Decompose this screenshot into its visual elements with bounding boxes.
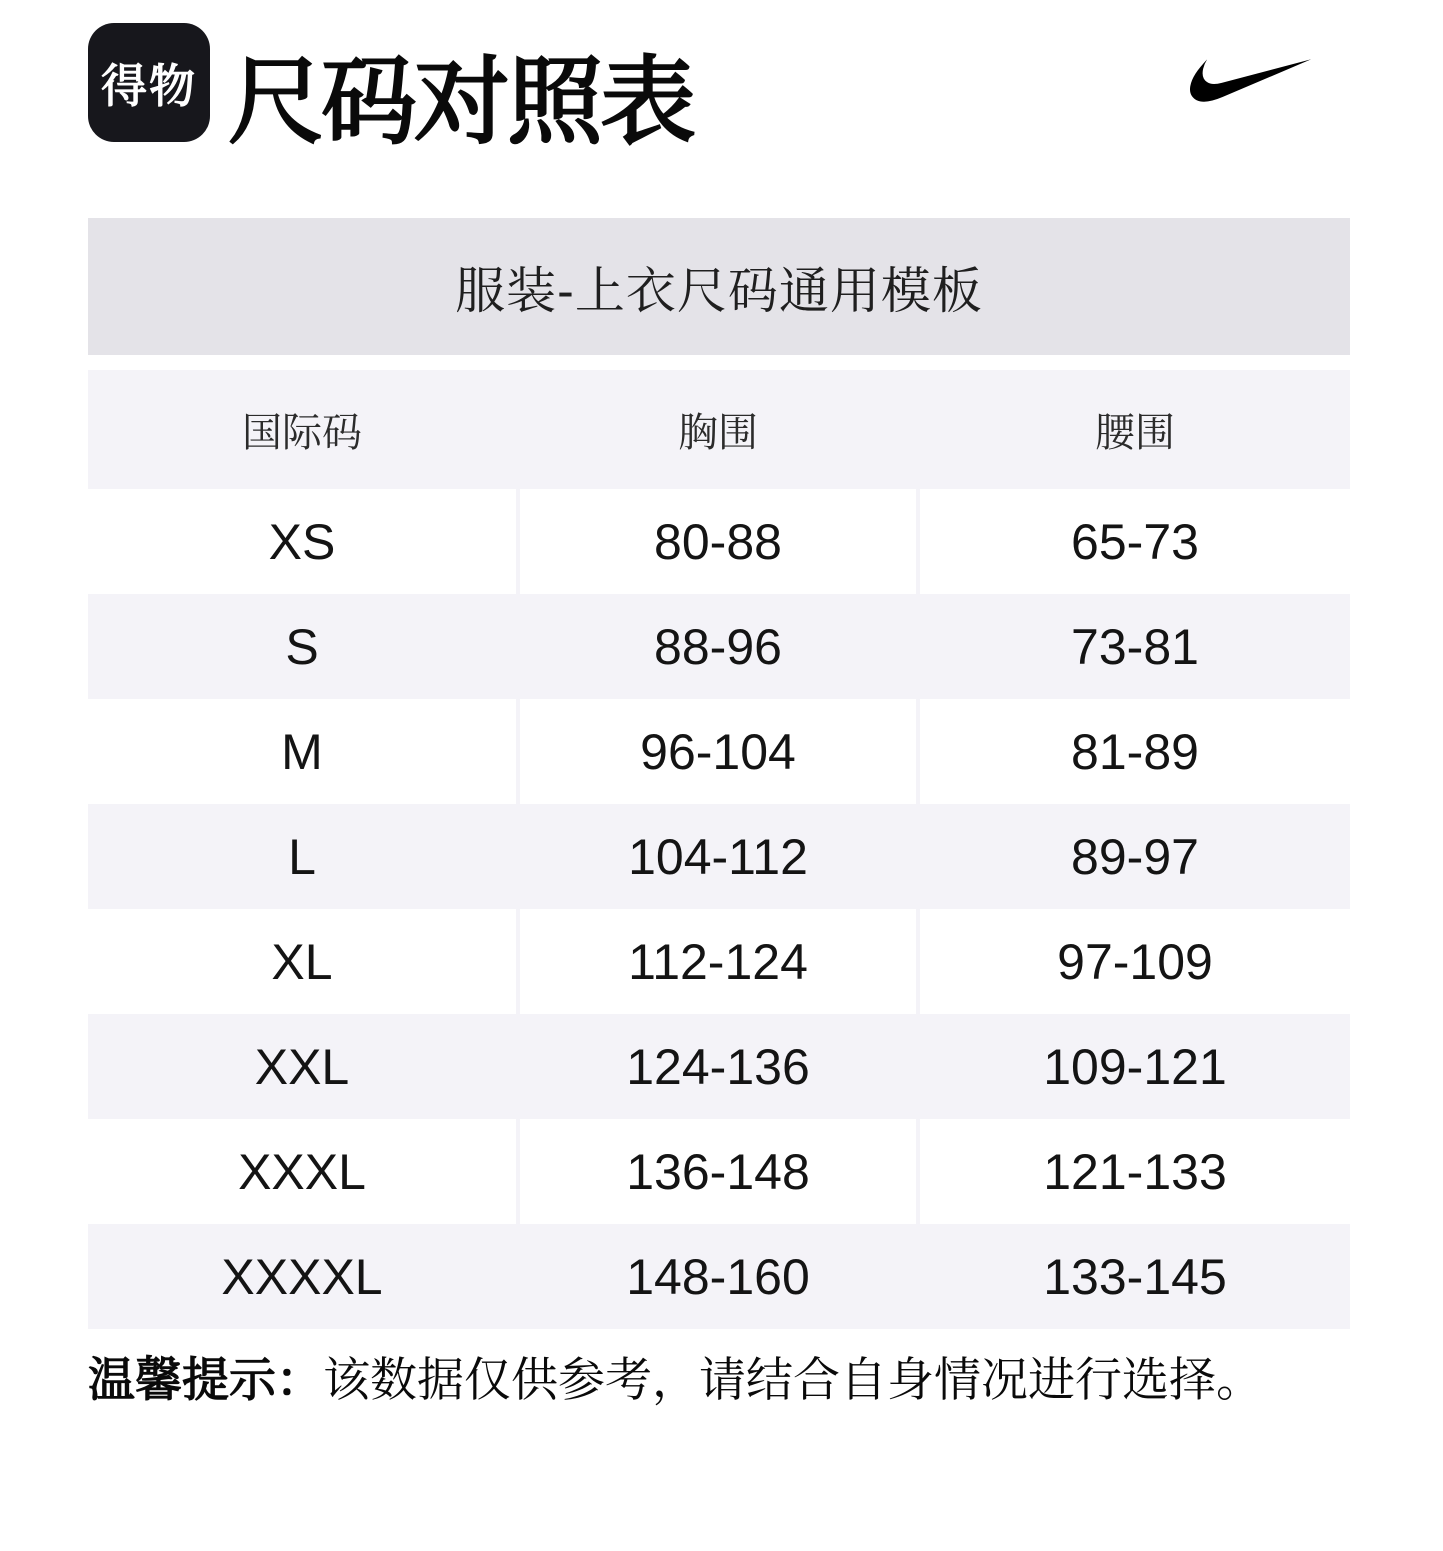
template-banner-label: 服装-上衣尺码通用模板 [455,262,983,319]
dewu-logo-text: 得物 [101,59,197,112]
table-row [88,804,1350,909]
waist-cell: 97-109 [920,909,1350,1014]
chest-cell: 124-136 [626,1038,810,1095]
waist-cell: 81-89 [920,699,1350,804]
size-cell: XL [88,909,516,1014]
chest-cell: 88-96 [654,618,782,675]
table-row [88,594,1350,699]
chest-cell: 104-112 [628,828,808,885]
page-title: 尺码对照表 [228,49,693,156]
size-cell: XXXXL [221,1248,383,1305]
table-row [88,909,1350,1014]
nike-swoosh-icon [1190,52,1312,109]
waist-cell: 73-81 [1071,618,1199,675]
table-row [88,1119,1350,1224]
waist-cell: 65-73 [920,489,1350,594]
size-cell: S [285,618,319,675]
dewu-logo [88,23,210,142]
waist-cell: 109-121 [1043,1038,1227,1095]
table-header-row [88,370,1350,489]
chest-cell: 148-160 [626,1248,810,1305]
waist-cell: 89-97 [1071,828,1199,885]
size-cell: XXXL [88,1119,516,1224]
footer-note-text: 该数据仅供参考，请结合自身情况进行选择。 [323,1353,1263,1406]
footer-note [88,1348,1263,1411]
waist-cell: 133-145 [1043,1248,1227,1305]
table-row [88,1014,1350,1119]
column-header-waist: 腰围 [1095,411,1175,455]
chest-cell: 96-104 [520,699,916,804]
table-row [88,1224,1350,1329]
size-cell: XXL [254,1038,350,1095]
column-header-size: 国际码 [242,411,362,455]
table-row [88,489,1350,594]
waist-cell: 121-133 [920,1119,1350,1224]
size-cell: M [88,699,516,804]
chest-cell: 112-124 [520,909,916,1014]
footer-note-label: 温馨提示： [88,1353,323,1406]
table-row [88,699,1350,804]
column-header-chest: 胸围 [678,411,758,455]
template-banner [88,218,1350,355]
chest-cell: 136-148 [520,1119,916,1224]
size-cell: XS [88,489,516,594]
chest-cell: 80-88 [520,489,916,594]
size-cell: L [288,828,316,885]
size-table [88,370,1350,1329]
